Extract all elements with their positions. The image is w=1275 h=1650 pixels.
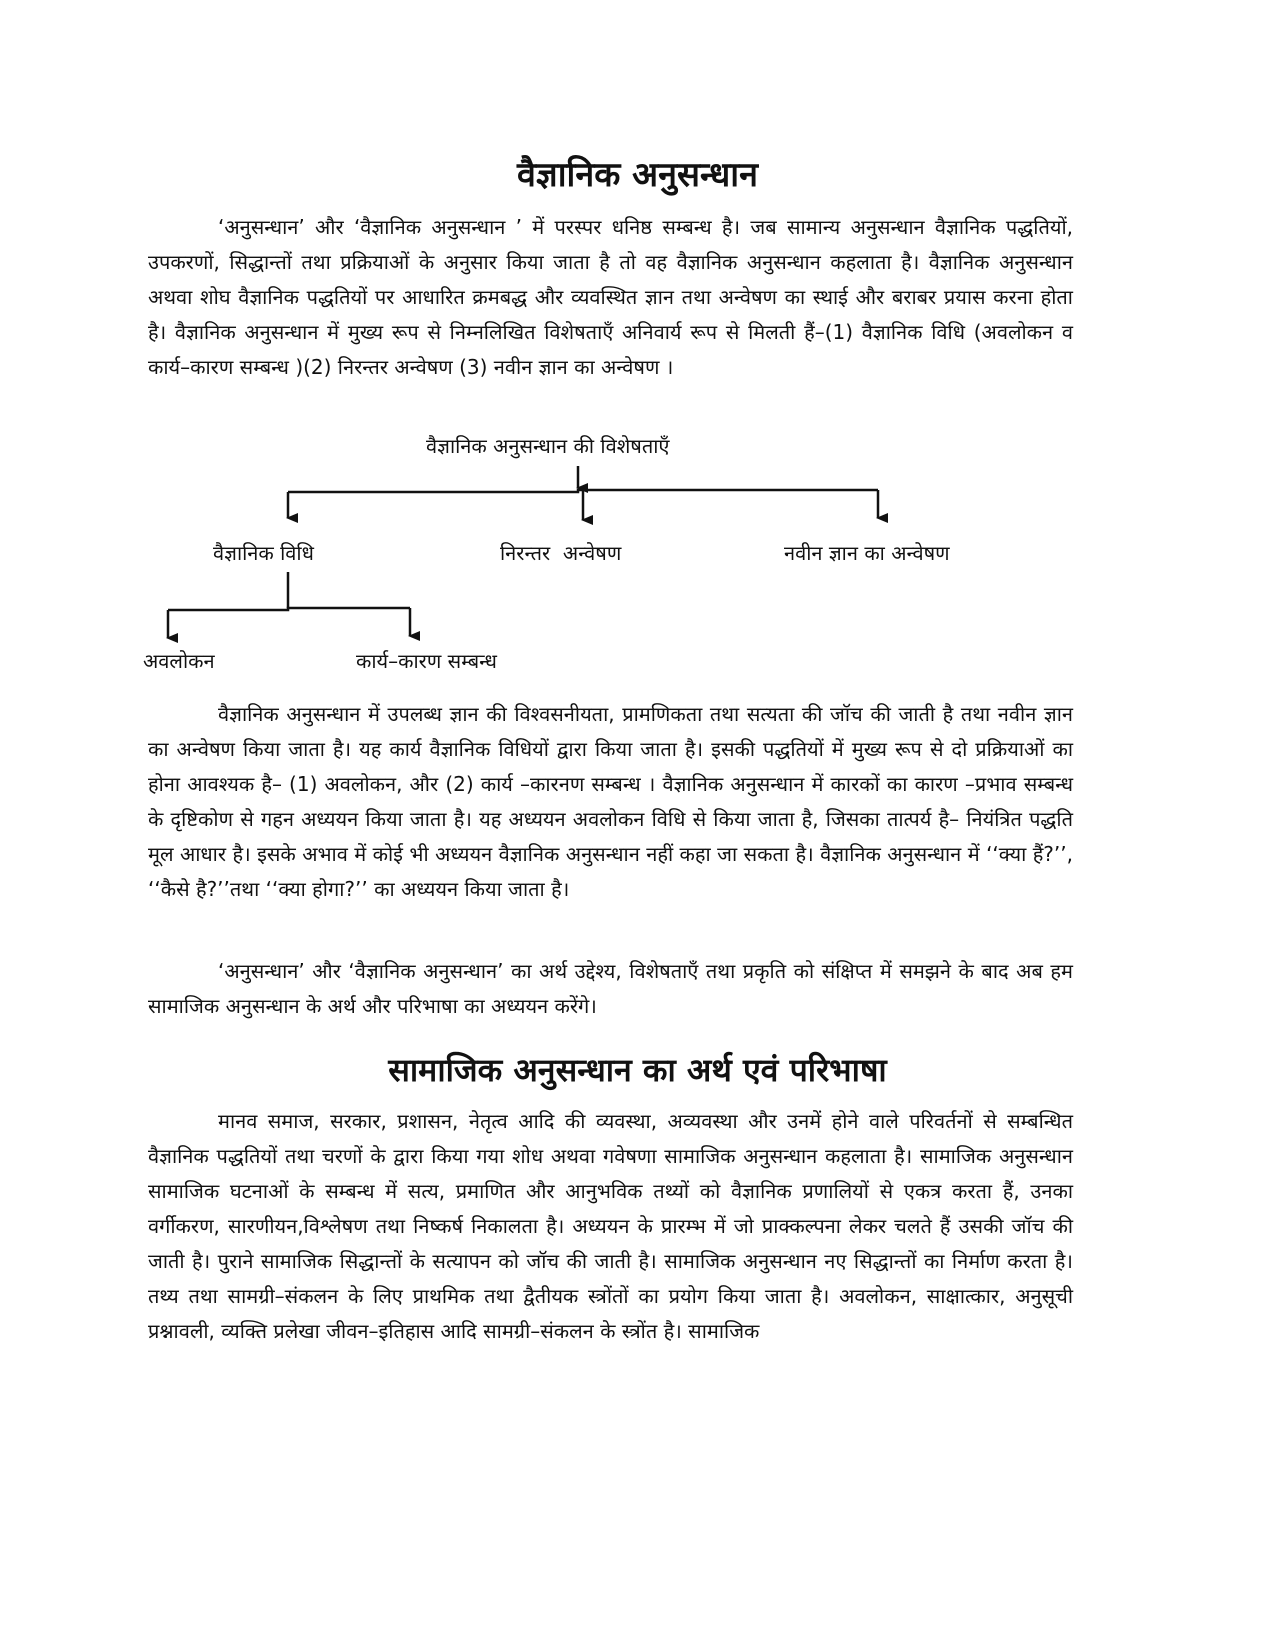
sub-branch-line	[168, 608, 410, 610]
branch-label-new-knowledge: नवीन ज्ञान का अन्वेषण	[784, 541, 950, 565]
paragraph-social-research: मानव समाज, सरकार, प्रशासन, नेतृत्व आदि की व्यवस्था, अव्यवस्था और उनमें होने वाले परिवर्तनों से सम्बन्धित वैज्ञानिक पद्धतियों तथा चरणों के द्वारा किया गया शोध अथवा गवेषणा सामाजिक अनुसन्धान कहलाता है। सामाजिक अनुसन्धान सामाजिक घटनाओं के सम्बन्ध में सत्य, प्रमाणित और आनुभविक तथ्यों को वैज्ञानिक प्रणालियों से एकत्र करता हैं, उनका वर्गीकरण, सारणीयन,विश्लेषण तथा निष्कर्ष निकालता है। अध्ययन के प्रारम्भ में जो प्राक्कल्पना लेकर चलते हैं उसकी जॉच की जाती है। पुराने सामाजिक सिद्धान्तों के सत्यापन को जॉच की जाती है। सामाजिक अनुसन्धान नए सिद्धान्तों का निर्माण करता है। तथ्य तथा सामग्री–संकलन के लिए प्राथमिक तथा द्वैतीयक स्त्रोंतों का प्रयोग किया जाता है। अवलोकन, साक्षात्कार, अनुसूची प्रश्नावली, व्यक्ति प्रलेखा जीवन–इतिहास आदि सामग्री–संकलन के स्त्रोंत है। सामाजिक	[148, 1109, 1073, 1343]
sub-label-observation: अवलोकन	[143, 649, 215, 673]
diagram-root-label: वैज्ञानिक अनुसन्धान की विशेषताएँ	[426, 434, 670, 458]
sub-label-cause-effect: कार्य–कारण सम्बन्ध	[356, 649, 497, 673]
branch-label-continuous-search: निरन्तर अन्वेषण	[500, 541, 622, 565]
branch-label-scientific-method: वैज्ञानिक विधि	[213, 541, 314, 565]
section-heading: सामाजिक अनुसन्धान का अर्थ एवं परिभाषा	[388, 1051, 887, 1089]
paragraph-transition: ‘अनुसन्धान’ और ‘वैज्ञानिक अनुसन्धान’ का अर्थ उद्देश्य, विशेषताएँ तथा प्रकृति को संक्षिप्त में समझने के बाद अब हम सामाजिक अनुसन्धान के अर्थ और परिभाषा का अध्ययन करेंगे।	[148, 959, 1073, 1018]
paragraph-intro: ‘अनुसन्धान’ और ‘वैज्ञानिक अनुसन्धान ’ में परस्पर धनिष्ठ सम्बन्ध है। जब सामान्य अनुसन्धान वैज्ञानिक पद्धतियों, उपकरणों, सिद्धान्तों तथा प्रक्रियाओं के अनुसार किया जाता है तो वह वैज्ञानिक अनुसन्धान कहलाता है। वैज्ञानिक अनुसन्धान अथवा शोघ वैज्ञानिक पद्धतियों पर आधारित क्रमबद्ध और व्यवस्थित ज्ञान तथा अन्वेषण का स्थाई और बराबर प्रयास करना होता है। वैज्ञानिक अनुसन्धान में मुख्य रूप से निम्नलिखित विशेषताएँ अनिवार्य रूप से मिलती हैं–(1) वैज्ञानिक विधि (अवलोकन व कार्य–कारण सम्बन्ध )(2) निरन्तर अन्वेषण (3) नवीन ज्ञान का अन्वेषण ।	[148, 215, 1073, 379]
paragraph-scientific-research: वैज्ञानिक अनुसन्धान में उपलब्ध ज्ञान की विश्वसनीयता, प्रामणिकता तथा सत्यता की जॉच की जाती है तथा नवीन ज्ञान का अन्वेषण किया जाता है। यह कार्य वैज्ञानिक विधियों द्वारा किया जाता है। इसकी पद्धतियों में मुख्य रूप से दो प्रक्रियाओं का होना आवश्यक है– (1) अवलोकन, और (2) कार्य –कारनण सम्बन्ध । वैज्ञानिक अनुसन्धान में कारकों का कारण –प्रभाव सम्बन्ध के दृष्टिकोण से गहन अध्ययन किया जाता है। यह अध्ययन अवलोकन विधि से किया जाता है, जिसका तात्पर्य है– नियंत्रित पद्धति मूल आधार है। इसके अभाव में कोई भी अध्ययन वैज्ञानिक अनुसन्धान नहीं कहा जा सकता है। वैज्ञानिक अनुसन्धान में ‘‘क्या हैं?’’, ‘‘कैसे है?’’तथा ‘‘क्या होगा?’’ का अध्ययन किया जाता है।	[148, 702, 1073, 901]
page-title: वैज्ञानिक अनुसन्धान	[517, 155, 758, 195]
